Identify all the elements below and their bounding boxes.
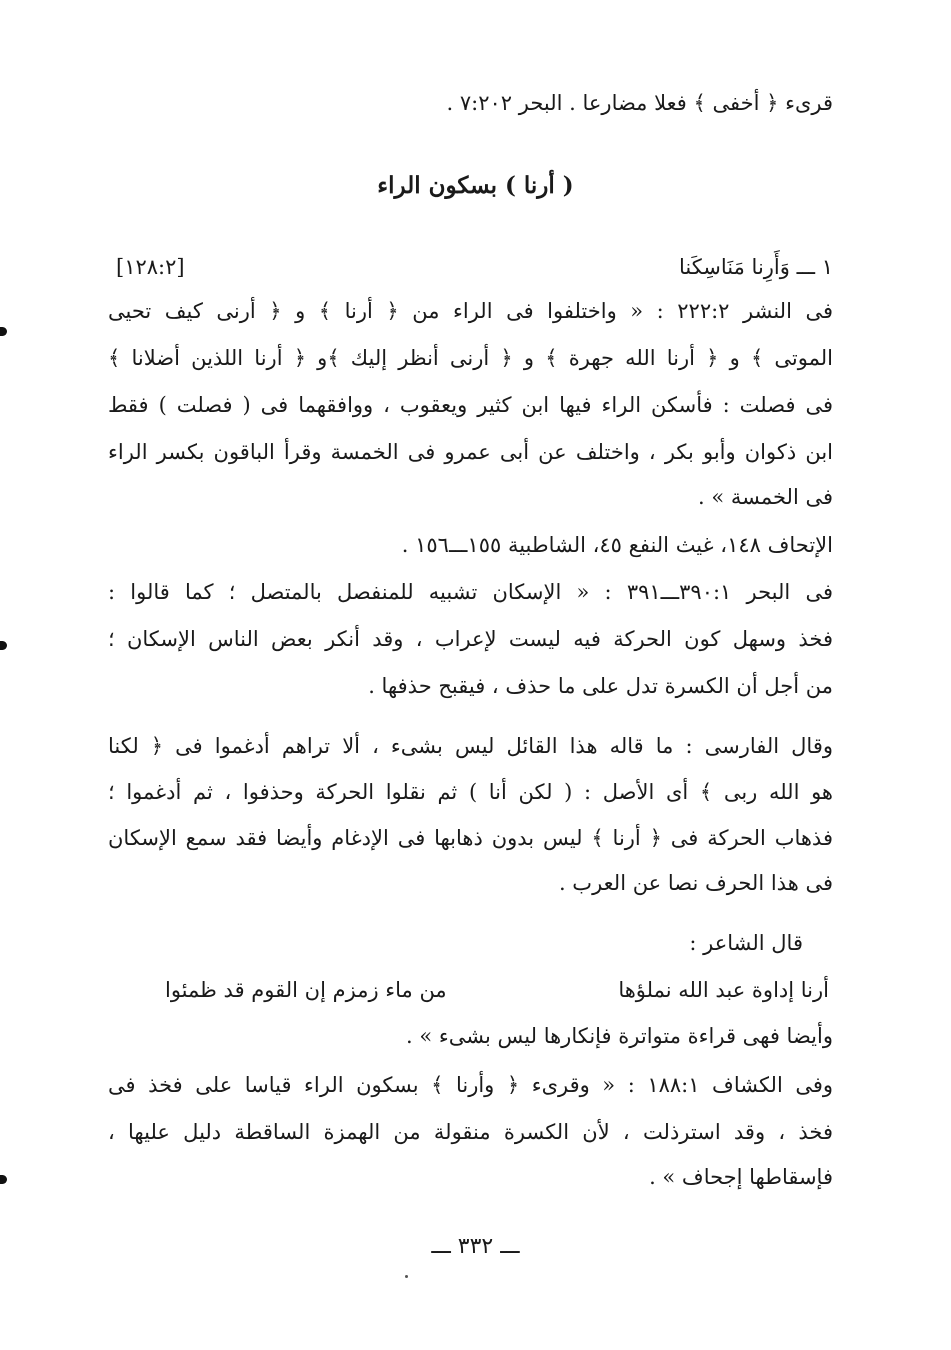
scan-edge-mark <box>0 641 7 650</box>
paragraph-line: فذهاب الحركة فى ﴿ أرنا ﴾ ليس بدون ذهابها فى الإدغام وأيضا فقد سمع الإسكان <box>108 826 833 850</box>
section-title: ( أرنا ) بسكون الراء <box>377 172 574 199</box>
paragraph-line: فى النشر ٢٢٢:٢ : « واختلفوا فى الراء من ﴿ أرنا ﴾ و ﴿ أرنى كيف تحيى <box>108 299 833 323</box>
scan-speck <box>405 1275 408 1278</box>
paragraph-line: فى البحر ٣٩٠:١ـــ٣٩١ : « الإسكان تشبيه للمنفصل بالمتصل ؛ كما قالوا : <box>108 580 833 604</box>
scan-edge-mark <box>0 1175 7 1184</box>
paragraph-line: فإسقاطها إجحاف » . <box>649 1165 833 1189</box>
paragraph-line: من أجل أن الكسرة تدل على ما حذف ، فيقبح حذفها . <box>368 674 833 698</box>
paragraph-line: فى هذا الحرف نصا عن العرب . <box>558 871 833 895</box>
poem-second-hemistich: من ماء زمزم إن القوم قد ظمئوا <box>165 978 447 1002</box>
poet-intro: قال الشاعر : <box>689 931 803 955</box>
entry-reference: [١٢٨:٢] <box>116 255 185 279</box>
paragraph-line: فخذ وسهل كون الحركة فيه ليست لإعراب ، وقد أنكر بعض الناس الإسكان ؛ <box>108 627 833 651</box>
paragraph-line: هو الله ربى ﴾ أى الأصل : ( لكن أنا ) ثم نقلوا الحركة وحذفوا ، ثم أدغموا ؛ <box>108 780 833 804</box>
poem-first-hemistich: أرنا إداوة عبد الله نملؤها <box>618 978 829 1002</box>
paragraph-line: فى فصلت : فأسكن الراء فيها ابن كثير ويعقوب ، ووافقهما فى ( فصلت ) فقط <box>108 393 833 417</box>
page-number: ـــ ٣٣٢ ـــ <box>431 1234 520 1259</box>
entry-verse: ١ ـــ وَأَرِنا مَنَاسِكَنا <box>678 255 833 279</box>
reference-line: الإتحاف ١٤٨، غيث النفع ٤٥، الشاطبية ١٥٥ـــ١٥٦ . <box>401 533 833 557</box>
scan-edge-mark <box>0 327 7 336</box>
paragraph-line: ابن ذكوان وأبو بكر ، واختلف عن أبى عمرو فى الخمسة وقرأ الباقون بكسر الراء <box>108 440 833 464</box>
paragraph-line: الموتى ﴾ و ﴿ أرنا الله جهرة ﴾ و ﴿ أرنى أنظر إليك ﴾و ﴿ أرنا اللذين أضلانا ﴾ <box>108 346 833 370</box>
paragraph-line: فخذ ، وقد استرذلت ، لأن الكسرة منقولة من الهمزة الساقطة دليل عليها ، <box>108 1120 833 1144</box>
top-line: قرىء ﴿ أخفى ﴾ فعلا مضارعا . البحر ٧:٢٠٢ . <box>446 91 833 115</box>
paragraph-line: وقال الفارسى : ما قاله هذا القائل ليس بشىء ، ألا تراهم أدغموا فى ﴿ لكنا <box>108 734 833 758</box>
paragraph-line: فى الخمسة » . <box>697 485 833 509</box>
paragraph-line: وأيضا فهى قراءة متواترة فإنكارها ليس بشىء » . <box>406 1024 833 1048</box>
paragraph-line: وفى الكشاف ١٨٨:١ : « وقرىء ﴿ وأرنا ﴾ بسكون الراء قياسا على فخذ فى <box>108 1073 834 1097</box>
